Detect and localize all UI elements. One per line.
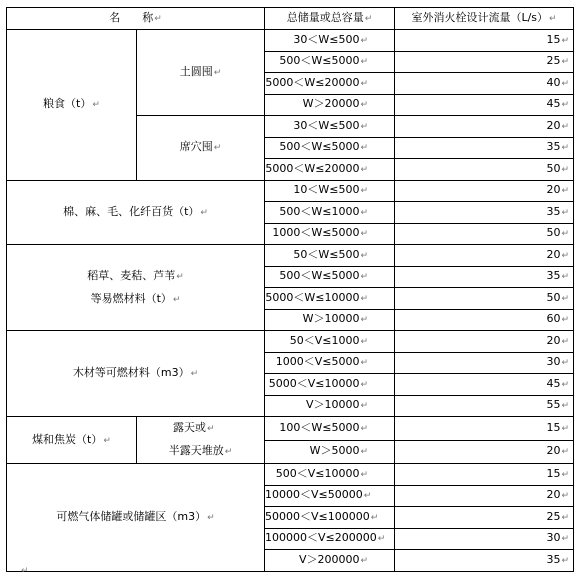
- condition-cell: 50＜W≤500↵: [265, 245, 395, 267]
- fire-hydrant-flow-table: [6, 7, 574, 572]
- flow-cell: 35↵: [395, 137, 574, 159]
- header-flow: 室外消火栓设计流量（L/s）↵: [395, 8, 574, 30]
- flow-cell: 30↵: [395, 528, 574, 550]
- flow-cell: 20↵: [395, 331, 574, 353]
- condition-cell: V＞200000↵: [265, 550, 395, 572]
- header-name: 名 称↵: [7, 8, 265, 30]
- condition-cell: W＞5000↵: [265, 440, 395, 464]
- condition-cell: 100＜W≤5000↵: [265, 417, 395, 441]
- table-row: [7, 331, 574, 353]
- condition-cell: 10000＜V≤50000↵: [265, 485, 395, 507]
- flow-cell: 25↵: [395, 51, 574, 73]
- condition-cell: 500＜V≤10000↵: [265, 464, 395, 486]
- condition-cell: 5000＜W≤20000↵: [265, 73, 395, 95]
- flow-cell: 50↵: [395, 288, 574, 310]
- condition-cell: 500＜W≤5000↵: [265, 137, 395, 159]
- paragraph-mark: ↵: [21, 566, 29, 576]
- condition-cell: 1000＜W≤5000↵: [265, 223, 395, 245]
- condition-cell: 5000＜W≤10000↵: [265, 288, 395, 310]
- flow-cell: 15↵: [395, 464, 574, 486]
- flow-cell: 55↵: [395, 395, 574, 417]
- table-row: [7, 180, 574, 202]
- flow-cell: 50↵: [395, 159, 574, 181]
- subcategory-earth-bin: 土圆囤↵: [137, 30, 265, 116]
- condition-cell: 50000＜V≤100000↵: [265, 507, 395, 529]
- flow-cell: 15↵: [395, 417, 574, 441]
- flow-cell: 15↵: [395, 30, 574, 52]
- condition-cell: 5000＜W≤20000↵: [265, 159, 395, 181]
- category-straw: 稻草、麦秸、芦苇↵ 等易燃材料（t）↵: [7, 245, 265, 331]
- condition-cell: 50＜V≤1000↵: [265, 331, 395, 353]
- category-gas-tanks: 可燃气体储罐或储罐区（m3）↵: [7, 464, 265, 572]
- table-row: [7, 417, 574, 441]
- flow-cell: 45↵: [395, 374, 574, 396]
- condition-cell: 500＜W≤5000↵: [265, 266, 395, 288]
- flow-cell: 50↵: [395, 223, 574, 245]
- subcategory-mat-bin: 席穴囤↵: [137, 116, 265, 181]
- condition-cell: W＞20000↵: [265, 94, 395, 116]
- flow-cell: 20↵: [395, 180, 574, 202]
- flow-cell: 35↵: [395, 266, 574, 288]
- table-row: [7, 464, 574, 486]
- flow-cell: 20↵: [395, 116, 574, 138]
- condition-cell: 10＜W≤500↵: [265, 180, 395, 202]
- flow-cell: 30↵: [395, 352, 574, 374]
- flow-cell: 60↵: [395, 309, 574, 331]
- header-capacity: 总储量或总容量↵: [265, 8, 395, 30]
- table-row: [7, 30, 574, 52]
- category-coal: 煤和焦炭（t）↵: [7, 417, 137, 464]
- table-header-row: [7, 8, 574, 30]
- category-wood: 木材等可燃材料（m3）↵: [7, 331, 265, 417]
- flow-cell: 25↵: [395, 507, 574, 529]
- category-textiles: 棉、麻、毛、化纤百货（t）↵: [7, 180, 265, 245]
- condition-cell: 30＜W≤500↵: [265, 30, 395, 52]
- flow-cell: 20↵: [395, 245, 574, 267]
- condition-cell: V＞10000↵: [265, 395, 395, 417]
- condition-cell: 500＜W≤5000↵: [265, 51, 395, 73]
- condition-cell: 500＜W≤1000↵: [265, 202, 395, 224]
- condition-cell: 30＜W≤500↵: [265, 116, 395, 138]
- flow-cell: 35↵: [395, 202, 574, 224]
- condition-cell: 100000＜V≤200000↵: [265, 528, 395, 550]
- condition-cell: 1000＜V≤5000↵: [265, 352, 395, 374]
- flow-cell: 20↵: [395, 485, 574, 507]
- flow-cell: 20↵: [395, 440, 574, 464]
- condition-cell: W＞10000↵: [265, 309, 395, 331]
- flow-cell: 45↵: [395, 94, 574, 116]
- condition-cell: 5000＜V≤10000↵: [265, 374, 395, 396]
- category-grain: 粮食（t）↵: [7, 30, 137, 181]
- subcategory-open-storage: 露天或↵ 半露天堆放↵: [137, 417, 265, 464]
- flow-cell: 35↵: [395, 550, 574, 572]
- table-row: [7, 245, 574, 267]
- flow-cell: 40↵: [395, 73, 574, 95]
